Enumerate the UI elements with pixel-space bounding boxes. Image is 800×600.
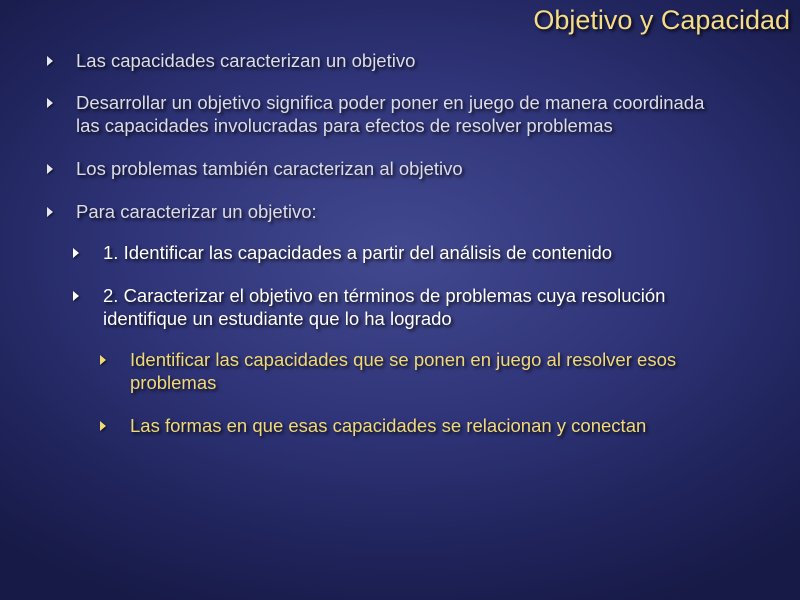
bullet-text: Los problemas también caracterizan al objetivo xyxy=(76,158,463,179)
triangle-right-icon xyxy=(100,355,106,365)
sub-bullet-item xyxy=(103,284,783,330)
triangle-right-icon xyxy=(73,291,79,301)
bullet-text: 1. Identificar las capacidades a partir del análisis de contenido xyxy=(103,242,613,263)
bullet-item xyxy=(76,91,776,137)
bullet-item xyxy=(76,157,776,180)
bullet-text: 2. Caracterizar el objetivo en términos de problemas cuya resolución identifique un estudiante que lo ha logrado xyxy=(103,285,666,329)
bullet-text: Las capacidades caracterizan un objetivo xyxy=(76,50,416,71)
slide-title: Objetivo y Capacidad xyxy=(533,5,790,35)
bullet-text: Desarrollar un objetivo significa poder poner en juego de manera coordinada las capacidades involucradas para efectos de resolver problemas xyxy=(76,92,705,136)
triangle-right-icon xyxy=(47,98,53,108)
bullet-text: Las formas en que esas capacidades se relacionan y conectan xyxy=(130,415,647,436)
sub-bullet-item xyxy=(103,241,783,264)
triangle-right-icon xyxy=(47,56,53,66)
bullet-item xyxy=(76,200,776,223)
bullet-item xyxy=(76,49,776,72)
sub-sub-bullet-item xyxy=(130,348,780,394)
bullet-text: Para caracterizar un objetivo: xyxy=(76,201,317,222)
triangle-right-icon xyxy=(73,248,79,258)
triangle-right-icon xyxy=(100,421,106,431)
triangle-right-icon xyxy=(47,164,53,174)
bullet-text: Identificar las capacidades que se ponen en juego al resolver esos problemas xyxy=(130,349,677,393)
triangle-right-icon xyxy=(47,207,53,217)
sub-sub-bullet-item xyxy=(130,414,780,437)
